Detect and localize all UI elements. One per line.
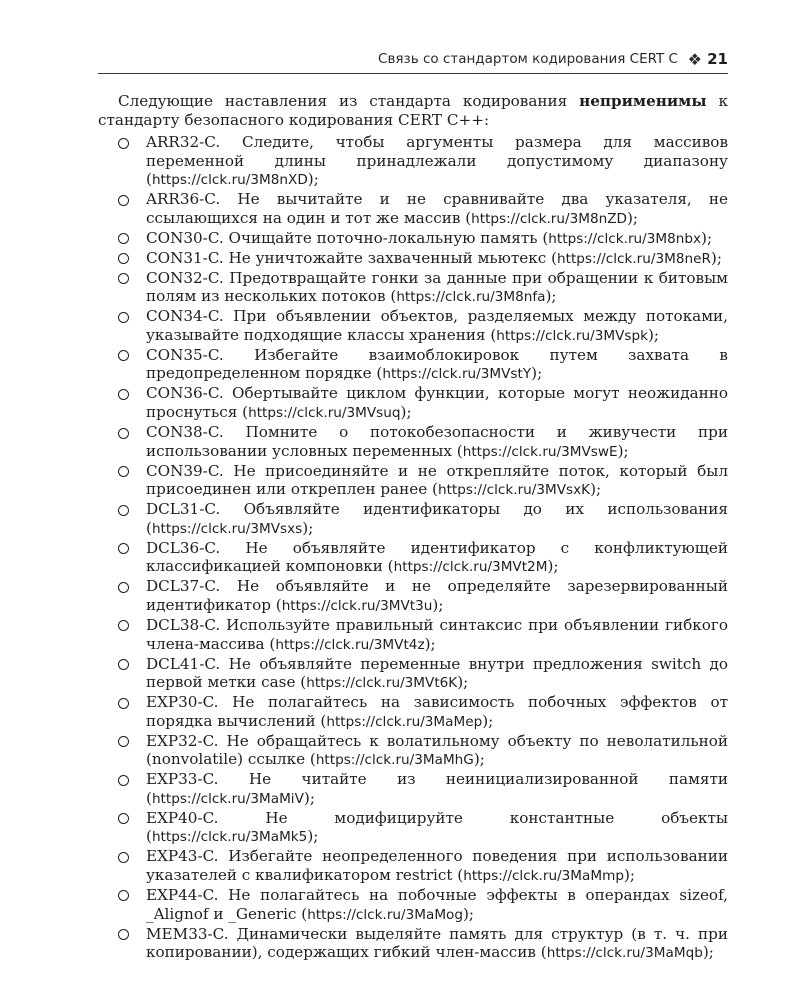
intro-bold-word: неприменимы: [579, 92, 707, 110]
rule-description: CON36-C. Обертывайте циклом функции, которые могут неожиданно проснуться (: [146, 384, 728, 422]
rule-description: ARR36-C. Не вычитайте и не сравнивайте два указателя, не ссылающихся на один и тот же массив (: [146, 190, 728, 227]
running-header: [98, 50, 728, 72]
list-item-text: [146, 770, 728, 808]
list-item: [98, 133, 728, 190]
rule-closing: );: [647, 325, 660, 344]
rule-description: CON30-C. Очищайте поточно-локальную память (: [146, 228, 549, 247]
rule-closing: );: [545, 287, 557, 306]
circle-bullet-icon: [118, 138, 129, 149]
diamond-ornament-icon: ❖: [687, 50, 702, 69]
rule-closing: );: [457, 673, 469, 692]
rule-description: DCL37-C. Не объявляйте и не определяйте зарезервированный идентификатор (: [146, 577, 728, 614]
list-item: [98, 229, 728, 249]
circle-bullet-icon: [118, 233, 129, 244]
circle-bullet-icon: [118, 775, 129, 786]
rule-link[interactable]: https://clck.ru/3M8nXD: [151, 172, 308, 189]
list-item-text: [146, 539, 728, 577]
circle-bullet-icon: [118, 466, 129, 477]
rule-description: CON35-C. Избегайте взаимоблокировок путем захвата в предопределенном порядке (: [146, 345, 728, 383]
intro-paragraph: [98, 92, 728, 129]
rule-link[interactable]: https://clck.ru/3MaMqb: [546, 945, 703, 962]
list-item: [98, 616, 728, 654]
circle-bullet-icon: [118, 813, 129, 824]
list-item: [98, 269, 728, 307]
list-item-text: [146, 886, 728, 924]
rule-description: MEM33-C. Динамически выделяйте память для структур (в т. ч. при копировании), содержащих гибкий член-массив (: [146, 924, 728, 962]
header-title: Связь со стандартом кодирования CERT C: [378, 51, 678, 67]
list-item: [98, 693, 728, 731]
rule-link[interactable]: https://clck.ru/3MaMep: [326, 713, 483, 730]
rule-closing: );: [463, 904, 475, 923]
circle-bullet-icon: [118, 428, 129, 439]
circle-bullet-icon: [118, 736, 129, 747]
rule-link[interactable]: https://clck.ru/3MVsuq: [248, 405, 401, 422]
rule-link[interactable]: https://clck.ru/3MVt2M: [393, 559, 548, 576]
list-item-text: [146, 655, 728, 693]
list-item-text: [146, 616, 728, 654]
list-item: [98, 249, 728, 269]
rule-description: EXP33-C. Не читайте из неинициализированной памяти (: [146, 770, 728, 807]
rule-description: DCL38-C. Используйте правильный синтаксис при объявлении гибкого члена-массива (: [146, 615, 728, 653]
rule-description: EXP40-C. Не модифицируйте константные объекты (: [146, 808, 728, 846]
list-item-text: [146, 462, 728, 500]
circle-bullet-icon: [118, 350, 129, 361]
rule-description: EXP43-C. Избегайте неопределенного поведения при использовании указателей с квалификатором restrict (: [146, 847, 728, 884]
rule-closing: );: [307, 170, 319, 189]
rule-link[interactable]: https://clck.ru/3MaMk5: [151, 829, 308, 846]
list-item: [98, 732, 728, 770]
rule-closing: );: [710, 248, 722, 267]
rule-description: DCL31-C. Объявляйте идентификаторы до их использования (: [146, 500, 728, 537]
list-item: [98, 770, 728, 808]
rule-link[interactable]: https://clck.ru/3MVt6K: [306, 675, 458, 692]
rule-closing: );: [473, 750, 485, 769]
rule-link[interactable]: https://clck.ru/3MaMmp: [463, 867, 624, 884]
list-item: [98, 307, 728, 345]
rule-closing: );: [623, 865, 636, 884]
rule-link[interactable]: https://clck.ru/3M8neR: [557, 250, 711, 267]
list-item: [98, 655, 728, 693]
rule-closing: );: [303, 788, 315, 807]
rule-description: DCL41-C. Не объявляйте переменные внутри предложения switch до первой метки case (: [146, 654, 728, 692]
circle-bullet-icon: [118, 312, 129, 323]
list-item-text: [146, 732, 728, 770]
rules-list: [98, 133, 728, 963]
rule-closing: );: [432, 595, 444, 614]
rule-closing: );: [424, 634, 436, 653]
rule-closing: );: [400, 403, 412, 422]
list-item-text: [146, 269, 728, 307]
rule-description: CON32-C. Предотвращайте гонки за данные при обращении к битовым полям из нескольких потоков (: [146, 268, 728, 306]
rule-description: CON38-C. Помните о потокобезопасности и живучести при использовании условных переменных (: [146, 423, 728, 460]
list-item: [98, 539, 728, 577]
rule-closing: );: [590, 480, 602, 499]
list-item: [98, 346, 728, 384]
list-item-text: [146, 384, 728, 422]
intro-text-after: к стандарту безопасного кодирования CERT C++:: [98, 92, 728, 129]
circle-bullet-icon: [118, 620, 129, 631]
list-item-text: [146, 423, 728, 461]
list-item: [98, 423, 728, 461]
list-item: [98, 462, 728, 500]
list-item: [98, 925, 728, 963]
rule-link[interactable]: https://clck.ru/3MVswE: [462, 443, 618, 460]
rule-closing: );: [547, 557, 559, 576]
rule-link[interactable]: https://clck.ru/3M8nfa: [396, 289, 546, 306]
rule-link[interactable]: https://clck.ru/3M8nZD: [471, 210, 627, 227]
rule-closing: );: [702, 943, 714, 962]
circle-bullet-icon: [118, 253, 129, 264]
rule-description: EXP32-C. Не обращайтесь к волатильному объекту по неволатильной (nonvolatile) ссылке (: [146, 731, 728, 769]
circle-bullet-icon: [118, 389, 129, 400]
rule-link[interactable]: https://clck.ru/3MaMhG: [315, 752, 474, 769]
circle-bullet-icon: [118, 929, 129, 940]
circle-bullet-icon: [118, 852, 129, 863]
rule-description: CON39-C. Не присоединяйте и не открепляйте поток, который был присоединен или откреплен ранее (: [146, 461, 728, 499]
circle-bullet-icon: [118, 890, 129, 901]
circle-bullet-icon: [118, 582, 129, 593]
rule-closing: );: [617, 441, 629, 460]
rule-description: ARR32-C. Следите, чтобы аргументы размера для массивов переменной длины принадлежали допустимому диапазону (: [146, 133, 728, 189]
rule-link[interactable]: https://clck.ru/3MVstY: [382, 366, 532, 383]
list-item-text: [146, 307, 728, 345]
list-item-text: [146, 133, 728, 190]
rule-description: CON31-C. Не уничтожайте захваченный мьютекс (: [146, 248, 558, 267]
list-item-text: [146, 190, 728, 228]
rule-closing: );: [307, 827, 319, 846]
list-item-text: [146, 577, 728, 615]
rule-description: CON34-C. При объявлении объектов, разделяемых между потоками, указывайте подходящие классы хранения (: [146, 307, 728, 344]
list-item-text: [146, 847, 728, 885]
list-item: [98, 886, 728, 924]
rule-link[interactable]: https://clck.ru/3MaMiV: [151, 790, 304, 807]
rule-link[interactable]: https://clck.ru/3M8nbx: [548, 230, 702, 247]
list-item-text: [146, 925, 728, 963]
list-item-text: [146, 809, 728, 847]
list-item: [98, 500, 728, 538]
list-item: [98, 809, 728, 847]
rule-closing: );: [531, 364, 543, 383]
list-item: [98, 190, 728, 228]
rule-closing: );: [701, 228, 713, 247]
rule-closing: );: [627, 208, 639, 227]
rule-link[interactable]: https://clck.ru/3MVspk: [496, 327, 648, 344]
rule-link[interactable]: https://clck.ru/3MVt4z: [275, 636, 425, 653]
rule-description: EXP30-C. Не полагайтесь на зависимость побочных эффектов от порядка вычислений (: [146, 693, 728, 730]
rule-description: DCL36-C. Не объявляйте идентификатор с конфликтующей классификацией компоновки (: [146, 538, 728, 576]
list-item-text: [146, 346, 728, 384]
intro-text-before: Следующие наставления из стандарта кодирования: [118, 92, 580, 110]
rule-link[interactable]: https://clck.ru/3MVt3u: [281, 597, 433, 614]
list-item-text: [146, 229, 728, 249]
circle-bullet-icon: [118, 543, 129, 554]
circle-bullet-icon: [118, 698, 129, 709]
list-item-text: [146, 693, 728, 731]
rule-closing: );: [302, 518, 314, 537]
list-item: [98, 847, 728, 885]
list-item-text: [146, 249, 728, 269]
rule-link[interactable]: https://clck.ru/3MVsxs: [151, 520, 303, 537]
circle-bullet-icon: [118, 195, 129, 206]
list-item-text: [146, 500, 728, 538]
circle-bullet-icon: [118, 273, 129, 284]
list-item: [98, 384, 728, 422]
rule-link[interactable]: https://clck.ru/3MVsxK: [437, 482, 591, 499]
list-item: [98, 577, 728, 615]
rule-description: EXP44-C. Не полагайтесь на побочные эффекты в операндах sizeof, _Alignof и _Generic (: [146, 885, 728, 923]
circle-bullet-icon: [118, 659, 129, 670]
rule-link[interactable]: https://clck.ru/3MaMog: [307, 906, 463, 923]
header-divider: [98, 73, 728, 74]
rule-closing: );: [482, 711, 494, 730]
page-number: 21: [707, 50, 728, 68]
circle-bullet-icon: [118, 505, 129, 516]
